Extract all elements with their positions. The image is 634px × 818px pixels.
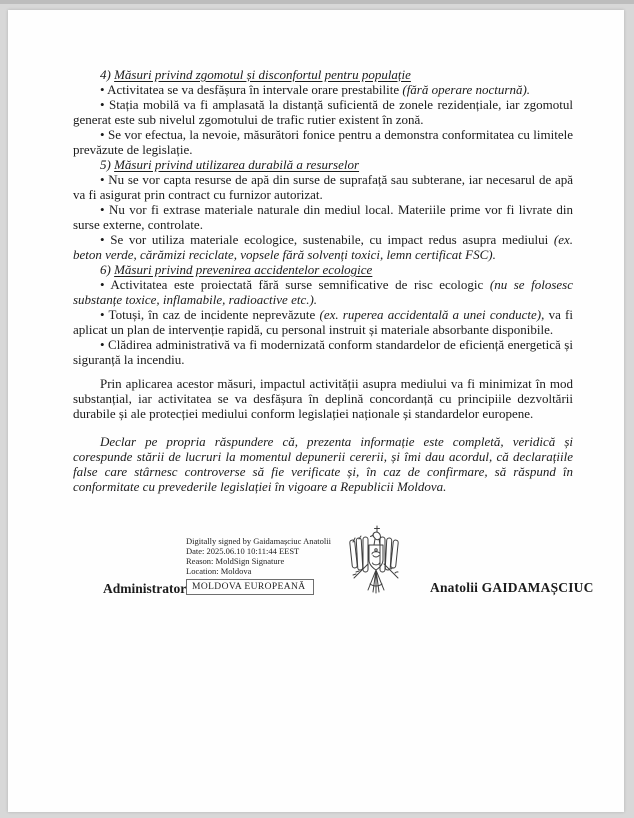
- bullet-text: Nu vor fi extrase materiale naturale din mediul local. Materiile prime vor fi livrate din surse externe, controlate.: [73, 202, 573, 232]
- document-body: [73, 67, 573, 494]
- bullet-item: [73, 82, 573, 97]
- closing-paragraph: Prin aplicarea acestor măsuri, impactul activității asupra mediului va fi minimizat în mod substanțial, iar activitatea se va desfășura în deplină concordanță cu principiile dezvoltării durabile și ale protecției mediului conform legislației naționale și standardelor europene.: [73, 376, 573, 421]
- bullet-item: [73, 97, 573, 127]
- bullet-item: [73, 202, 573, 232]
- bullet-marker: •: [100, 82, 108, 97]
- bullet-text-italic: (fără operare nocturnă).: [402, 82, 531, 97]
- moldova-coat-of-arms-icon: [344, 524, 404, 598]
- bullet-marker: •: [100, 127, 108, 142]
- bullet-text: Stația mobilă va fi amplasată la distanță suficientă de zonele rezidențiale, iar zgomotul generat este sub nivelul zgomotului de trafic rutier existent în zonă.: [73, 97, 573, 127]
- section-title: Măsuri privind zgomotul și disconfortul pentru populație: [114, 67, 411, 82]
- section-number: 5): [100, 157, 115, 172]
- bullet-text: , va fi aplicat un plan de intervenție rapidă, cu personal instruit și materiale absorbante disponibile.: [73, 307, 573, 337]
- section-title: Măsuri privind utilizarea durabilă a resurselor: [114, 157, 360, 172]
- stamp-location-line: Location: Moldova: [186, 566, 252, 576]
- declaration-paragraph: Declar pe propria răspundere că, prezenta informație este completă, veridică și corespunde stării de lucruri la momentul depunerii cererii, și îmi dau acordul, că declarațiile false care stârnesc controverse să fie verificate și, în caz de confirmare, să răspund în conformitate cu prevederile legislației în vigoare a Republicii Moldova.: [73, 434, 573, 494]
- section-heading: [73, 157, 573, 172]
- section-number: 6): [100, 262, 115, 277]
- scan-edge-shade: [0, 0, 634, 4]
- signature-section: [8, 520, 624, 630]
- bullet-item: [73, 337, 573, 367]
- bullet-text-italic: (nu se folosesc substanțe toxice, inflamabile, radioactive etc.).: [73, 277, 574, 307]
- bullet-marker: •: [100, 202, 109, 217]
- bullet-text-italic: (ex. ruperea accidentală a unei conducte): [319, 307, 542, 322]
- bullet-marker: •: [100, 277, 111, 292]
- section-heading: [73, 262, 573, 277]
- bullet-text: Nu se vor capta resurse de apă din surse de suprafață sau subterane, iar necesarul de apă va fi asigurat prin contract cu furnizor autorizat.: [73, 172, 573, 202]
- moldova-europeana-stamp-box: MOLDOVA EUROPEANĂ: [186, 579, 314, 595]
- signer-name: Anatolii GAIDAMAȘCIUC: [430, 580, 594, 595]
- bullet-item: [73, 172, 573, 202]
- bullet-marker: •: [100, 232, 111, 247]
- bullet-marker: •: [100, 307, 109, 322]
- stamp-date-line: Date: 2025.06.10 10:11:44 EEST: [186, 546, 300, 556]
- section-heading: [73, 67, 573, 82]
- stamp-reason-line: Reason: MoldSign Signature: [186, 556, 285, 566]
- document-page: [8, 10, 624, 812]
- administrator-label: Administrator: [103, 581, 187, 596]
- bullet-item: [73, 127, 573, 157]
- bullet-text-italic: (ex. beton verde, cărămizi reciclate, vopsele fără solvenți toxici, lemn certificat FSC).: [73, 232, 573, 262]
- bullet-item: [73, 277, 573, 307]
- bullet-text: Se vor utiliza materiale ecologice, sustenabile, cu impact redus asupra mediului: [110, 232, 554, 247]
- stamp-signed-by-line: Digitally signed by Gaidamașciuc Anatolii: [186, 536, 331, 546]
- bullet-item: [73, 307, 573, 337]
- bullet-text: Se vor efectua, la nevoie, măsurători fonice pentru a demonstra conformitatea cu limitele prevăzute de legislație.: [73, 127, 573, 157]
- section-title: Măsuri privind prevenirea accidentelor ecologice: [114, 262, 373, 277]
- bullet-text: Activitatea se va desfășura în intervale orare prestabilite: [107, 82, 403, 97]
- digital-signature-stamp: [186, 536, 351, 595]
- bullet-marker: •: [100, 337, 109, 352]
- section-number: 4): [100, 67, 115, 82]
- bullet-marker: •: [100, 172, 109, 187]
- bullet-text: Activitatea este proiectată fără surse semnificative de risc ecologic: [110, 277, 490, 292]
- bullet-text: Totuși, în caz de incidente neprevăzute: [108, 307, 320, 322]
- bullet-text: Clădirea administrativă va fi modernizată conform standardelor de eficiență energetică și siguranță la incendiu.: [73, 337, 573, 367]
- bullet-marker: •: [100, 97, 109, 112]
- measures-sections: [73, 67, 573, 367]
- bullet-item: [73, 232, 573, 262]
